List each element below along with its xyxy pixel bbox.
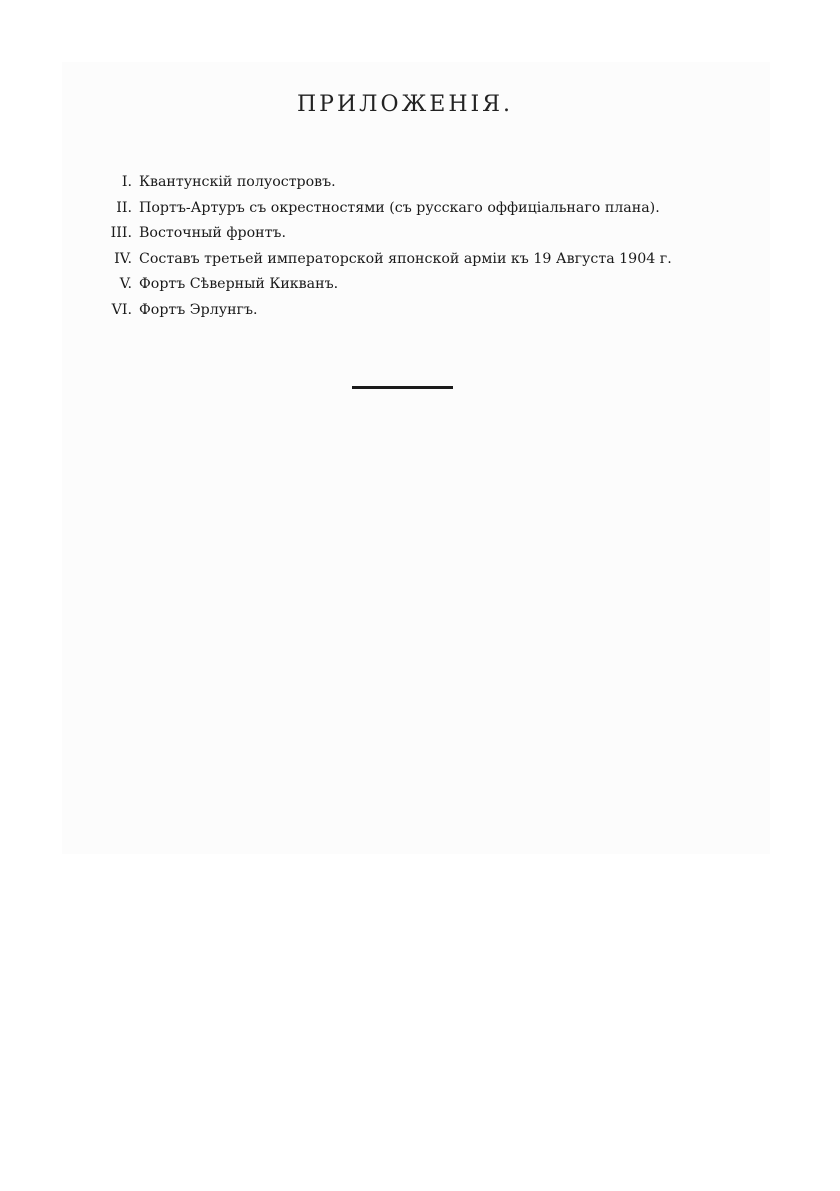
appendix-numeral: III. (110, 225, 132, 241)
appendix-title: Квантунскій полуостровъ. (139, 174, 336, 190)
page-title: ПРИЛОЖЕНІЯ. (297, 92, 513, 117)
appendix-item-4 (98, 247, 738, 273)
appendix-title: Фортъ Сѣверный Кикванъ. (139, 276, 339, 292)
appendix-title: Портъ-Артуръ съ окрестностями (съ русскаго оффиціальнаго плана). (139, 199, 660, 216)
appendix-item-6 (98, 298, 738, 324)
appendix-numeral: IV. (114, 250, 132, 267)
appendix-numeral: VI. (111, 301, 132, 318)
appendix-numeral: I. (121, 174, 132, 190)
appendix-item-2 (98, 196, 738, 222)
appendix-item-1 (98, 170, 738, 196)
appendix-item-5 (98, 272, 738, 298)
appendix-numeral: V. (119, 276, 132, 292)
section-divider (352, 386, 453, 389)
appendix-numeral: II. (116, 199, 132, 216)
appendix-title: Восточный фронтъ. (139, 225, 286, 241)
appendix-item-3 (98, 221, 738, 247)
appendix-list (98, 170, 738, 323)
appendix-title: Составъ третьей императорской японской арміи къ 19 Августа 1904 г. (139, 250, 672, 267)
appendix-title: Фортъ Эрлунгъ. (139, 301, 258, 318)
